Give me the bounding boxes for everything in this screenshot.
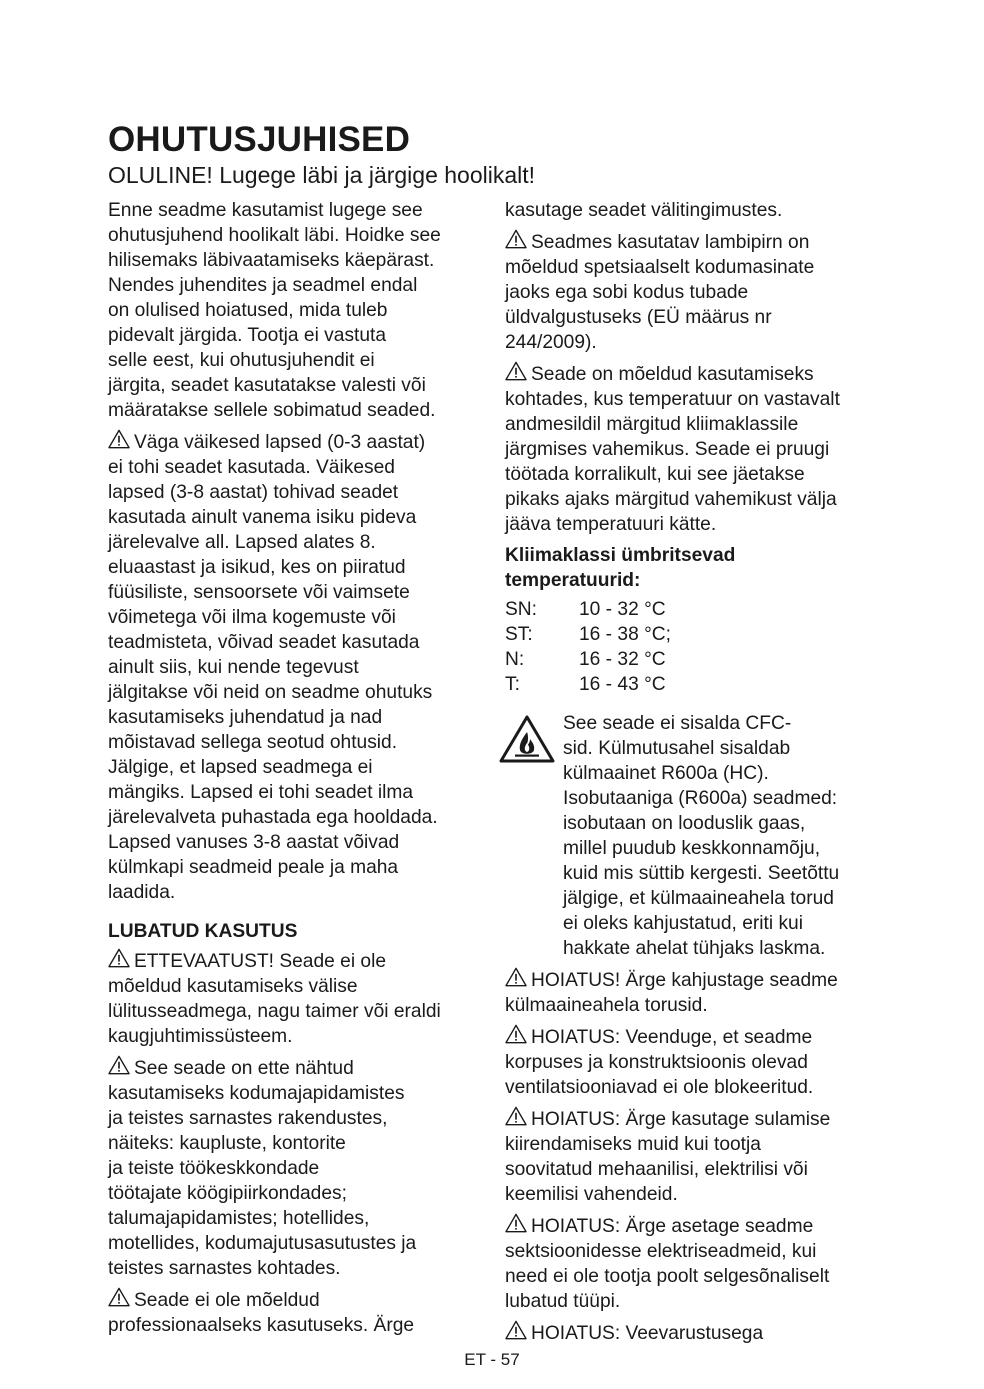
warning-icon — [505, 1213, 527, 1233]
household-text: See seade on ette nähtud kasutamiseks kodumajapidamistes ja teistes sarnastes rakendustes, näiteks: kaupluste, kontorite ja teiste töökeskkondade töötajate köögipiirkondades; talumajapidamistes; hotellides, motellides, kodumajutusasutustes ja teistes sarnastes kohtades. — [108, 1058, 417, 1279]
table-row — [505, 597, 671, 622]
warning-icon — [505, 229, 527, 249]
table-row — [505, 622, 671, 647]
temperature-text: Seade on mõeldud kasutamiseks kohtades, kus temperatuur on vastavalt andmesildil märgitud kliimaklassile järgmises vahemikus. Seade ei pruugi töötada korralikult, kui see jäetakse pikaks ajaks märgitud vahemikust välja jääva temperatuuri kätte. — [505, 364, 840, 535]
warn-electrical-text: HOIATUS: Ärge asetage seadme sektsioonidesse elektriseadmeid, kui need ei ole tootja poolt selgesõnaliselt lubatud tüüpi. — [505, 1216, 830, 1312]
warning-icon — [108, 1055, 130, 1075]
lamp-text: Seadmes kasutatav lambipirn on mõeldud spetsiaalselt kodumasinate jaoks ega sobi kodus tubade üldvalgustuseks (EÜ määrus nr 244/2009). — [505, 232, 815, 353]
page-number: ET - 57 — [464, 1350, 520, 1369]
page-subtitle: OLULINE! Lugege läbi ja järgige hoolikalt! — [108, 162, 536, 188]
climate-class-heading: Kliimaklassi ümbritsevad temperatuurid: — [505, 545, 736, 591]
climate-class-range: 10 - 32 °C — [579, 599, 666, 620]
warning-icon — [505, 361, 527, 381]
warn-water-paragraph — [505, 1320, 885, 1346]
climate-class-code: ST: — [505, 624, 533, 645]
warn-water-text: HOIATUS: Veevarustusega — [531, 1323, 764, 1344]
caution-text: ETTEVAATUST! Seade ei ole mõeldud kasutamiseks välise lülitusseadmega, nagu taimer või eraldi kaugjuhtimissüsteem. — [108, 951, 441, 1047]
climate-class-range: 16 - 38 °C; — [579, 624, 671, 645]
warn-defrost-text: HOIATUS: Ärge kasutage sulamise kiirendamiseks muid kui tootja soovitatud mehaanilisi, elektrilisi või keemilisi vahendeid. — [505, 1109, 831, 1205]
page-title: OHUTUSJUHISED — [108, 120, 411, 159]
temperature-paragraph — [505, 361, 885, 537]
warn-circuit-text: HOIATUS! Ärge kahjustage seadme külmaaineahela torusid. — [505, 970, 838, 1016]
section-heading-permitted-use: LUBATUD KASUTUS — [108, 921, 298, 942]
climate-class-code: SN: — [505, 599, 537, 620]
warning-icon — [505, 1024, 527, 1044]
table-row — [505, 647, 671, 672]
right-column — [505, 198, 885, 1352]
warn-electrical-paragraph — [505, 1213, 885, 1314]
warning-icon — [108, 1287, 130, 1307]
caution-paragraph — [108, 948, 483, 1049]
professional-paragraph — [108, 1287, 483, 1338]
household-paragraph — [108, 1055, 483, 1281]
continuation-paragraph: kasutage seadet välitingimustes. — [505, 200, 783, 221]
left-column — [108, 198, 483, 1344]
flammable-text: See seade ei sisalda CFC- sid. Külmutusahel sisaldab külmaainet R600a (HC). Isobutaaniga (R600a) seadmed: isobutaan on looduslik gaas, millel puudub keskkonnamõju, kuid mis süttib kergesti. Seetõttu jälgige, et külmaaineahela torud ei oleks kahjustatud, eriti kui hakkate ahelat tühjaks laskma. — [563, 713, 840, 959]
flammable-warning-icon — [499, 715, 555, 763]
warn-ventilation-paragraph — [505, 1024, 885, 1100]
table-row — [505, 672, 671, 697]
warn-circuit-paragraph — [505, 967, 885, 1018]
climate-class-range: 16 - 43 °C — [579, 674, 666, 695]
warning-icon — [505, 967, 527, 987]
children-warning-text: Väga väikesed lapsed (0-3 aastat) ei tohi seadet kasutada. Väikesed lapsed (3-8 aastat) tohivad seadet kasutada ainult vanema isiku pideva järelevalve all. Lapsed alates 8. eluaastast ja isikud, kes on piiratud füüsiliste, sensoorsete või vaimsete võimetega või ilma kogemuste või teadmisteta, võivad seadet kasutada ainult siis, kui nende tegevust jälgitakse või neid on seadme ohutuks kasutamiseks juhendatud ja nad mõistavad sellega seotud ohtusid. Jälgige, et lapsed seadmega ei mängiks. Lapsed ei tohi seadet ilma järelevalveta puhastada ega hooldada. Lapsed vanuses 3-8 aastat võivad külmkapi seadmeid peale ja maha laadida. — [108, 432, 438, 903]
flammable-notice — [505, 711, 885, 961]
warning-icon — [505, 1106, 527, 1126]
professional-text: Seade ei ole mõeldud professionaalseks kasutuseks. Ärge — [108, 1290, 415, 1336]
climate-class-table — [505, 597, 671, 697]
warning-icon — [108, 948, 130, 968]
lamp-paragraph — [505, 229, 885, 355]
warning-icon — [505, 1320, 527, 1340]
warn-ventilation-text: HOIATUS: Veenduge, et seadme korpuses ja konstruktsioonis olevad ventilatsiooniavad ei ole blokeeritud. — [505, 1027, 814, 1098]
warn-defrost-paragraph — [505, 1106, 885, 1207]
climate-class-code: N: — [505, 649, 525, 670]
climate-class-range: 16 - 32 °C — [579, 649, 666, 670]
climate-class-code: T: — [505, 674, 520, 695]
warning-icon — [108, 429, 130, 449]
children-warning-paragraph — [108, 429, 483, 905]
intro-paragraph: Enne seadme kasutamist lugege see ohutusjuhend hoolikalt läbi. Hoidke see hilisemaks läbivaatamiseks käepärast. Nendes juhendites ja seadmel endal on olulised hoiatused, mida tuleb pidevalt järgida. Tootja ei vastuta selle eest, kui ohutusjuhendit ei järgita, seadet kasutatakse valesti või määratakse sellele sobimatud seaded. — [108, 200, 441, 421]
